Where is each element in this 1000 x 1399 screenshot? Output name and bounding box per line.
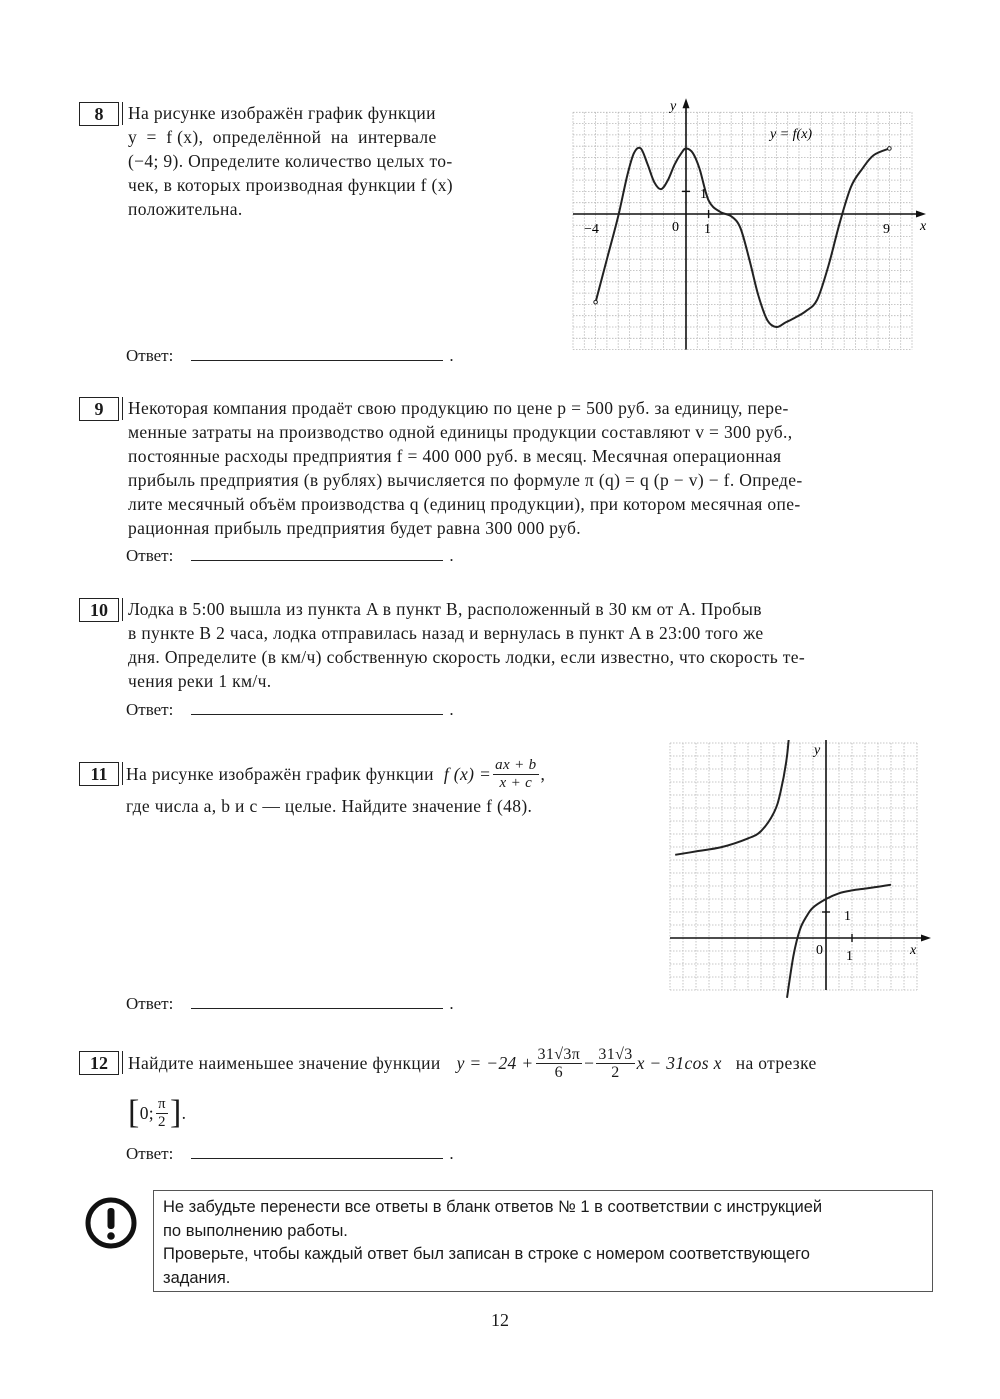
y-axis-label: y [670,99,677,114]
y-tick-label: 1 [700,187,707,202]
answer-label: Ответ: [126,1144,174,1163]
fraction-denominator: 2 [158,1113,166,1130]
task-12-fraction-1 [536,1046,583,1081]
interval-left: 0; [139,1103,154,1123]
answer-input-9[interactable] [191,546,443,561]
notice-line: по выполнению работы. [163,1221,348,1240]
function-curve [596,148,890,327]
y-tick-label: 1 [844,909,851,924]
task-10-line: Лодка в 5:00 вышла из пункта A в пункт B, расположенный в 30 км от A. Пробыв [128,599,762,619]
task-11-fraction [493,757,538,792]
task-number-8: 8 [79,102,119,126]
graph-task-8 [560,90,940,370]
graph-title: y = f(x) [770,127,813,142]
task-8-line: (−4; 9). Определите количество целых то- [128,151,453,171]
task-11-prefix: На рисунке изображён график функции [126,764,434,784]
x-tick-label: 1 [704,222,711,237]
fraction-denominator: 6 [554,1063,564,1081]
fraction-numerator: 31√3π [537,1045,581,1063]
answer-input-10[interactable] [191,700,443,715]
task-11-comma: , [540,764,546,784]
task-12-suffix: на отрезке [735,1053,817,1073]
x-tick-label: −4 [584,222,599,237]
task-11-line2: где числа a, b и c — целые. Найдите значение f (48). [126,796,533,816]
fraction-numerator: ax + b [495,756,537,773]
answer-input-8[interactable] [191,346,443,361]
x-tick-label: 1 [846,949,853,964]
answer-row-8: Ответ: . [126,346,454,365]
fraction-numerator: 31√3 [598,1045,633,1063]
task-12-text [128,1040,936,1136]
graph-task-11 [650,740,940,1000]
axes [573,98,926,349]
task-11-fx: f (x) = [443,764,492,784]
x-axis-arrow [921,935,931,942]
fraction-numerator: π [158,1095,166,1112]
curve-endpoint [594,300,598,304]
interval-end: . [181,1103,187,1123]
task-12-interval [128,1090,936,1136]
task-8-text [128,101,508,221]
answer-label: Ответ: [126,700,174,719]
bracket-right: ] [169,1094,182,1131]
x-axis-label: x [910,943,917,958]
answer-input-11[interactable] [191,994,443,1009]
answer-row-12: Ответ: . [126,1144,454,1163]
task-12-formula-end: x − 31cos x [636,1053,722,1073]
task-number-10: 10 [79,598,119,622]
task-8-line: положительна. [128,199,243,219]
notice-line: Проверьте, чтобы каждый ответ был записан в строке с номером соответствующего [163,1245,810,1263]
x-tick-label: 0 [816,943,823,958]
task-12-formula-start: y = −24 + [456,1053,534,1073]
x-axis-arrow [916,211,926,218]
task-10-text [128,597,934,693]
exclamation-circle-icon [84,1196,138,1250]
task-10-line: чения реки 1 км/ч. [128,671,272,691]
fraction-denominator: x + c [499,774,533,791]
answer-row-11: Ответ: . [126,994,454,1013]
task-number-9: 9 [79,397,119,421]
task-8-line: y = f (x), определённой на интервале [128,127,437,147]
x-tick-label: 9 [883,222,890,237]
task-12-prefix: Найдите наименьшее значение функции [128,1053,441,1073]
task-10-line: дня. Определите (в км/ч) собственную скорость лодки, если известно, что скорость те- [128,647,806,667]
x-tick-label: 0 [672,220,679,235]
y-axis-label: y [814,743,821,758]
task-8-line: На рисунке изображён график функции [128,103,436,123]
task-9-line: рационная прибыль предприятия будет равна 300 000 руб. [128,518,582,538]
curve-endpoint [888,147,892,151]
x-axis-label: x [920,219,927,234]
task-11-text [126,756,646,818]
task-8-line: чек, в которых производная функции f (x) [128,175,453,195]
answer-row-9: Ответ: . [126,546,454,565]
answer-label: Ответ: [126,546,174,565]
page-number: 12 [491,1310,509,1330]
task-12-fraction-2 [596,1046,634,1081]
task-9-line: менные затраты на производство одной единицы продукции составляют v = 300 руб., [128,422,793,442]
task-10-line: в пункте B 2 часа, лодка отправилась назад и вернулась в пункт A в 23:00 того же [128,623,764,643]
answer-input-12[interactable] [191,1144,443,1159]
bracket-left: [ [128,1094,140,1131]
answer-label: Ответ: [126,346,174,365]
answer-row-10: Ответ: . [126,700,454,719]
task-9-line: прибыль предприятия (в рублях) вычисляется по формуле π (q) = q (p − v) − f. Опреде- [128,470,803,490]
task-12-minus: − [584,1053,595,1073]
y-axis-arrow [683,98,690,108]
answer-label: Ответ: [126,994,174,1013]
task-9-text [128,396,934,540]
notice-line: Не забудьте перенести все ответы в бланк ответов № 1 в соответствии с инструкцией [163,1198,823,1216]
notice-box [153,1190,933,1292]
task-9-line: Некоторая компания продаёт свою продукцию по цене p = 500 руб. за единицу, пере- [128,398,789,418]
notice-line: задания. [163,1268,231,1287]
task-number-12: 12 [79,1051,119,1075]
task-9-line: лите месячный объём производства q (единиц продукции), при котором месячная опе- [128,494,801,514]
interval-fraction [156,1096,168,1131]
task-number-11: 11 [79,762,119,786]
task-9-line: постоянные расходы предприятия f = 400 000 руб. в месяц. Месячная операционная [128,446,782,466]
fraction-denominator: 2 [611,1063,620,1081]
